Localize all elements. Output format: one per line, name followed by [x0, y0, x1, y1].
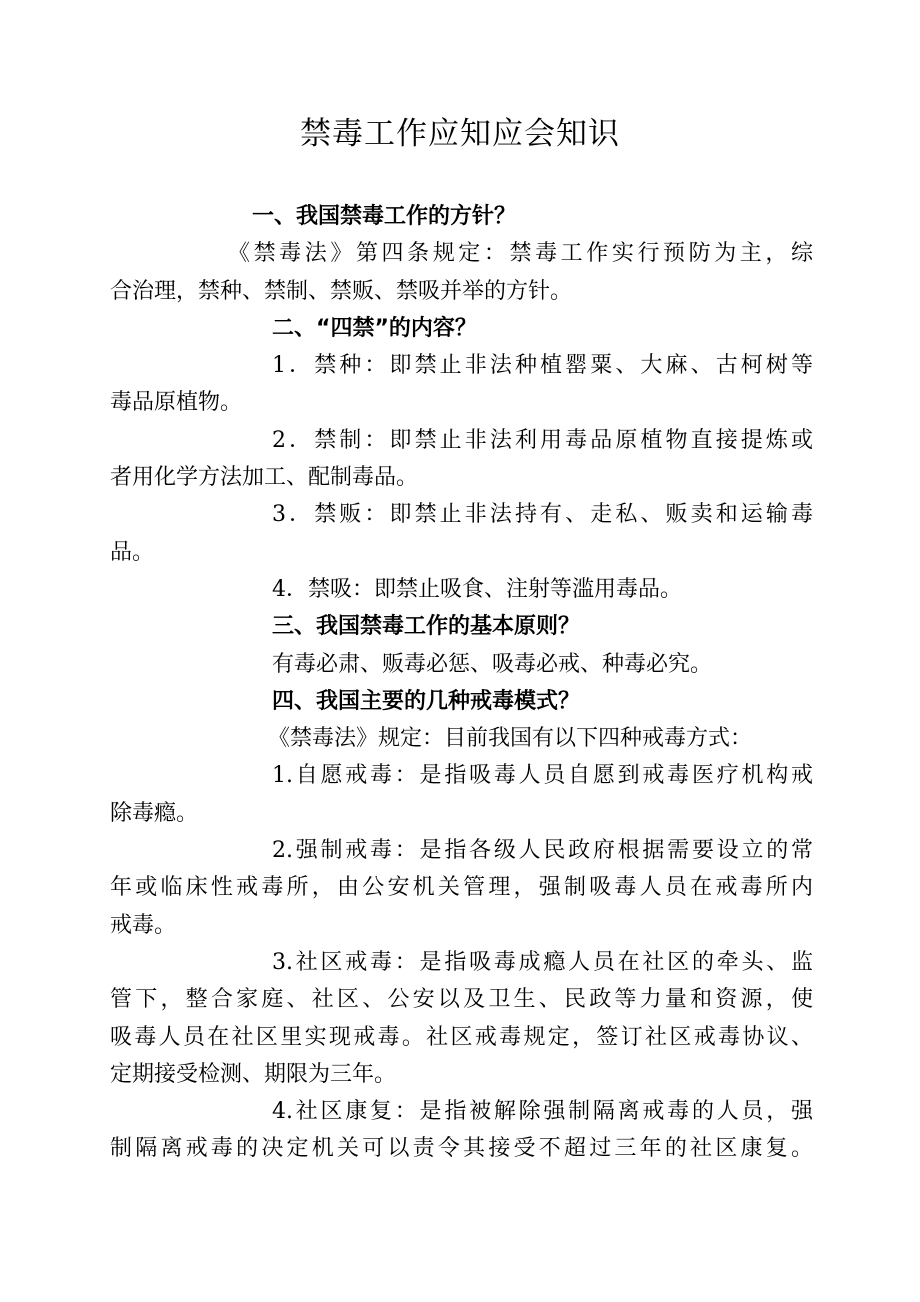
section-heading-four-bans: 二、“四禁”的内容？ — [272, 315, 477, 341]
list-item-line: 除毒瘾。 — [110, 800, 199, 826]
list-item-line: 者用化学方法加工、配制毒品。 — [110, 465, 419, 491]
section-heading-rehab-modes: 四、我国主要的几种戒毒模式？ — [272, 688, 581, 714]
document-body — [110, 198, 813, 1168]
list-item-line: 年或临床性戒毒所，由公安机关管理，强制吸毒人员在戒毒所内 — [110, 875, 813, 901]
section-heading-principles: 三、我国禁毒工作的基本原则？ — [272, 614, 581, 640]
list-item-line: 吸毒人员在社区里实现戒毒。社区戒毒规定，签订社区戒毒协议、 — [110, 1024, 813, 1050]
list-item-line: 4.社区康复：是指被解除强制隔离戒毒的人员，强 — [272, 1099, 813, 1125]
list-item-line: 3．禁贩：即禁止非法持有、走私、贩卖和运输毒 — [272, 502, 813, 528]
list-item-line: 品。 — [110, 539, 155, 565]
list-item-line: 1．禁种：即禁止非法种植罂粟、大麻、古柯树等 — [272, 353, 813, 379]
paragraph-line: 《禁毒法》第四条规定：禁毒工作实行预防为主，综 — [228, 241, 813, 267]
list-item-line: 毒品原植物。 — [110, 390, 243, 416]
paragraph-line: 合治理，禁种、禁制、禁贩、禁吸并举的方针。 — [110, 278, 573, 304]
list-item-line: 1.自愿戒毒：是指吸毒人员自愿到戒毒医疗机构戒 — [272, 763, 813, 789]
list-item-line: 4．禁吸：即禁止吸食、注射等滥用毒品。 — [272, 576, 682, 602]
list-item-line: 定期接受检测、期限为三年。 — [110, 1061, 397, 1087]
list-item-line: 3.社区戒毒：是指吸毒成瘾人员在社区的牵头、监 — [272, 949, 813, 975]
paragraph-line: 有毒必肃、贩毒必惩、吸毒必戒、种毒必究。 — [272, 651, 713, 677]
list-item-line: 管下，整合家庭、社区、公安以及卫生、民政等力量和资源，使 — [110, 987, 813, 1013]
list-item-line: 2.强制戒毒：是指各级人民政府根据需要设立的常 — [272, 838, 813, 864]
document-title: 禁毒工作应知应会知识 — [300, 116, 620, 152]
section-heading-policy: 一、我国禁毒工作的方针？ — [252, 204, 517, 229]
list-item-line: 制隔离戒毒的决定机关可以责令其接受不超过三年的社区康复。 — [110, 1136, 813, 1162]
list-item-line: 戒毒。 — [110, 912, 177, 938]
paragraph-line: 《禁毒法》规定：目前我国有以下四种戒毒方式： — [268, 726, 753, 752]
list-item-line: 2．禁制：即禁止非法利用毒品原植物直接提炼或 — [272, 427, 813, 453]
